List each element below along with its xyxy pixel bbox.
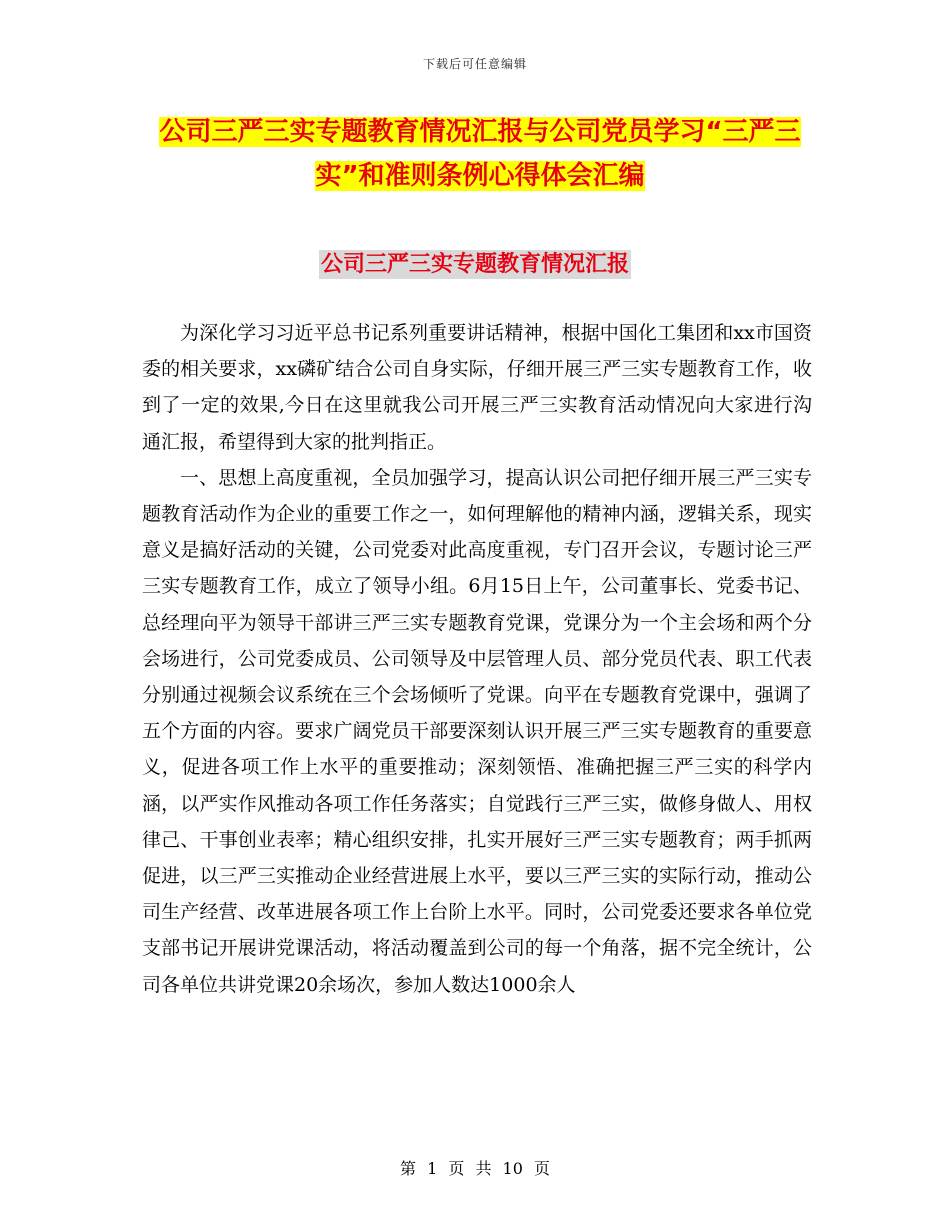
document-title-text: 公司三严三实专题教育情况汇报与公司党员学习“三严三实”和准则条例心得体会汇编 (159, 117, 801, 191)
paragraph-intro: 为深化学习习近平总书记系列重要讲话精神，根据中国化工集团和xx市国资委的相关要求，xx磷矿结合公司自身实际，仔细开展三严三实专题教育工作，收到了一定的效果,今日在这里就我公司开展三严三实教育活动情况向大家进行沟通汇报，希望得到大家的批判指正。 (142, 322, 812, 453)
page-number-footer: 第 1 页 共 10 页 (400, 1159, 550, 1178)
document-title (140, 110, 820, 198)
page-header-note: 下载后可任意编辑 (422, 57, 527, 71)
section-title-text: 公司三严三实专题教育情况汇报 (320, 252, 629, 277)
paragraph-section-one: 一、思想上高度重视，全员加强学习，提高认识公司把仔细开展三严三实专题教育活动作为企业的重要工作之一，如何理解他的精神内涵，逻辑关系，现实意义是搞好活动的关键，公司党委对此高度重视，专门召开会议，专题讨论三严三实专题教育工作，成立了领导小组。6月15日上午，公司董事长、党委书记、总经理向平为领导干部讲三严三实专题教育党课，党课分为一个主会场和两个分会场进行，公司党委成员、公司领导及中层管理人员、部分党员代表、职工代表分别通过视频会议系统在三个会场倾听了党课。向平在专题教育党课中，强调了五个方面的内容。要求广阔党员干部要深刻认识开展三严三实专题教育的重要意义，促进各项工作上水平的重要推动；深刻领悟、准确把握三严三实的科学内涵，以严实作风推动各项工作任务落实；自觉践行三严三实，做修身做人、用权律己、干事创业表率；精心组织安排，扎实开展好三严三实专题教育；两手抓两促进，以三严三实推动企业经营进展上水平，要以三严三实的实际行动，推动公司生产经营、改革进展各项工作上台阶上水平。同时，公司党委还要求各单位党支部书记开展讲党课活动，将活动覆盖到公司的每一个角落，据不完全统计，公司各单位共讲党课20余场次，参加人数达1000余人 (142, 466, 812, 996)
body-text (142, 315, 812, 1003)
section-title (0, 247, 950, 278)
